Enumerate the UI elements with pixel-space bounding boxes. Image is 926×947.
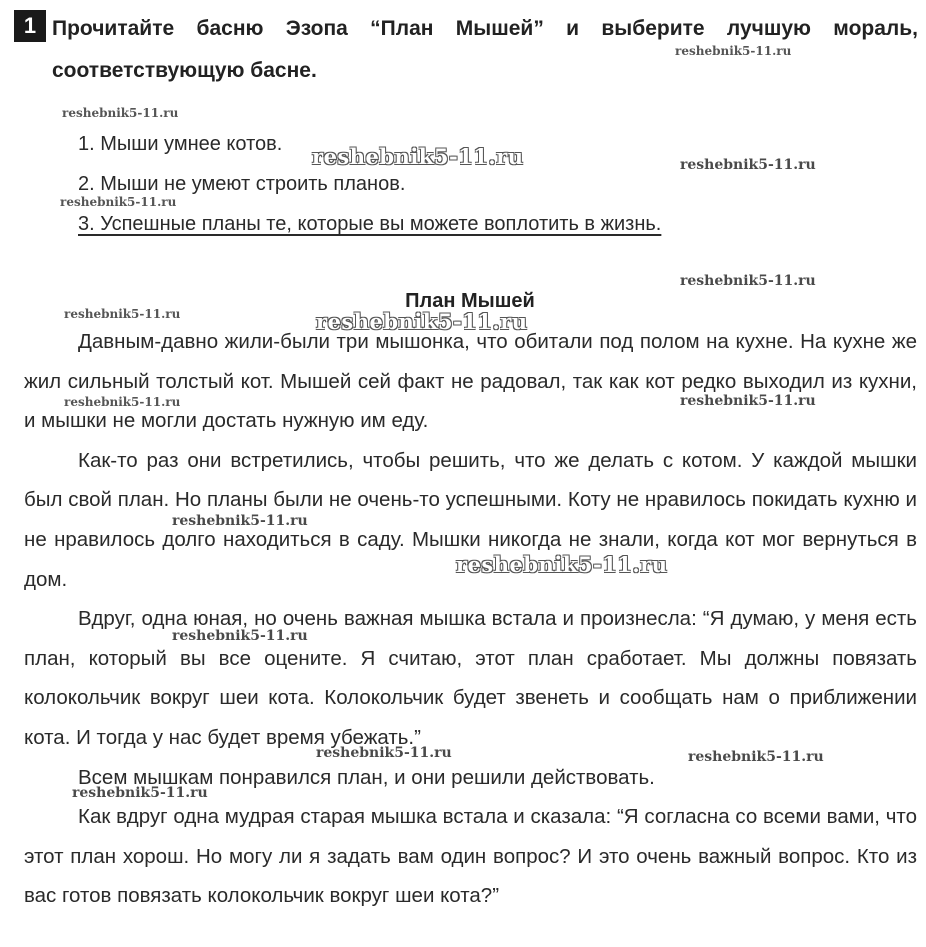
story-paragraph-1: Давным-давно жили-были три мышонка, что обитали под полом на кухне. На кухне же жил сильный толстый кот. Мышей сей факт не радовал, так как кот редко выходил из кухни, и мышки не могли достать нужную им еду. <box>24 330 917 433</box>
watermark: reshebnik5-11.ru <box>172 513 308 529</box>
watermark: reshebnik5-11.ru <box>316 309 528 334</box>
story-paragraph-2: Как-то раз они встретились, чтобы решить, что же делать с котом. У каждой мышки был свой план. Но планы были не очень-то успешными. Коту не нравилось покидать кухню и не нравилось долго находиться в саду. Мышки никогда не знали, когда кот мог вернуться в дом. <box>24 448 917 591</box>
story-title: План Мышей <box>405 290 535 312</box>
watermark: reshebnik5-11.ru <box>312 144 524 169</box>
watermark: reshebnik5-11.ru <box>680 157 816 173</box>
watermark: reshebnik5-11.ru <box>680 393 816 409</box>
watermark: reshebnik5-11.ru <box>456 552 668 577</box>
moral-option-1[interactable]: 1. Мыши умнее котов. <box>78 133 283 155</box>
watermark: reshebnik5-11.ru <box>64 395 181 409</box>
watermark: reshebnik5-11.ru <box>62 106 179 120</box>
watermark: reshebnik5-11.ru <box>172 628 308 644</box>
watermark: reshebnik5-11.ru <box>64 307 181 321</box>
moral-options-list <box>78 124 661 244</box>
story-paragraph-3: Вдруг, одна юная, но очень важная мышка встала и произнесла: “Я думаю, у меня есть план, который вы все оцените. Я считаю, этот план сработает. Мы должны повязать колокольчик вокруг шеи кота. Колокольчик будет звенеть и сообщать нам о приближении кота. И тогда у нас будет время убежать.” <box>24 607 917 749</box>
task-instruction: Прочитайте басню Эзопа “План Мышей” и выберите лучшую мораль, соответствующую басне. <box>52 17 918 82</box>
watermark: reshebnik5-11.ru <box>60 195 177 209</box>
watermark: reshebnik5-11.ru <box>316 745 452 761</box>
watermark: reshebnik5-11.ru <box>688 749 824 765</box>
story-text <box>24 322 917 916</box>
watermark: reshebnik5-11.ru <box>680 273 816 289</box>
story-paragraph-4: Всем мышкам понравился план, и они решили действовать. <box>78 765 655 789</box>
moral-option-3-selected[interactable]: 3. Успешные планы те, которые вы можете воплотить в жизнь. <box>78 213 662 235</box>
watermark: reshebnik5-11.ru <box>675 44 792 58</box>
task-number-badge: 1 <box>14 10 46 42</box>
story-paragraph-5: Как вдруг одна мудрая старая мышка встала и сказала: “Я согласна со всеми вами, что этот план хорош. Но могу ли я задать вам один вопрос? И это очень важный вопрос. Кто из вас готов повязать колокольчик вокруг шеи кота?” <box>24 805 917 908</box>
moral-option-2[interactable]: 2. Мыши не умеют строить планов. <box>78 173 406 195</box>
watermark: reshebnik5-11.ru <box>72 785 208 801</box>
